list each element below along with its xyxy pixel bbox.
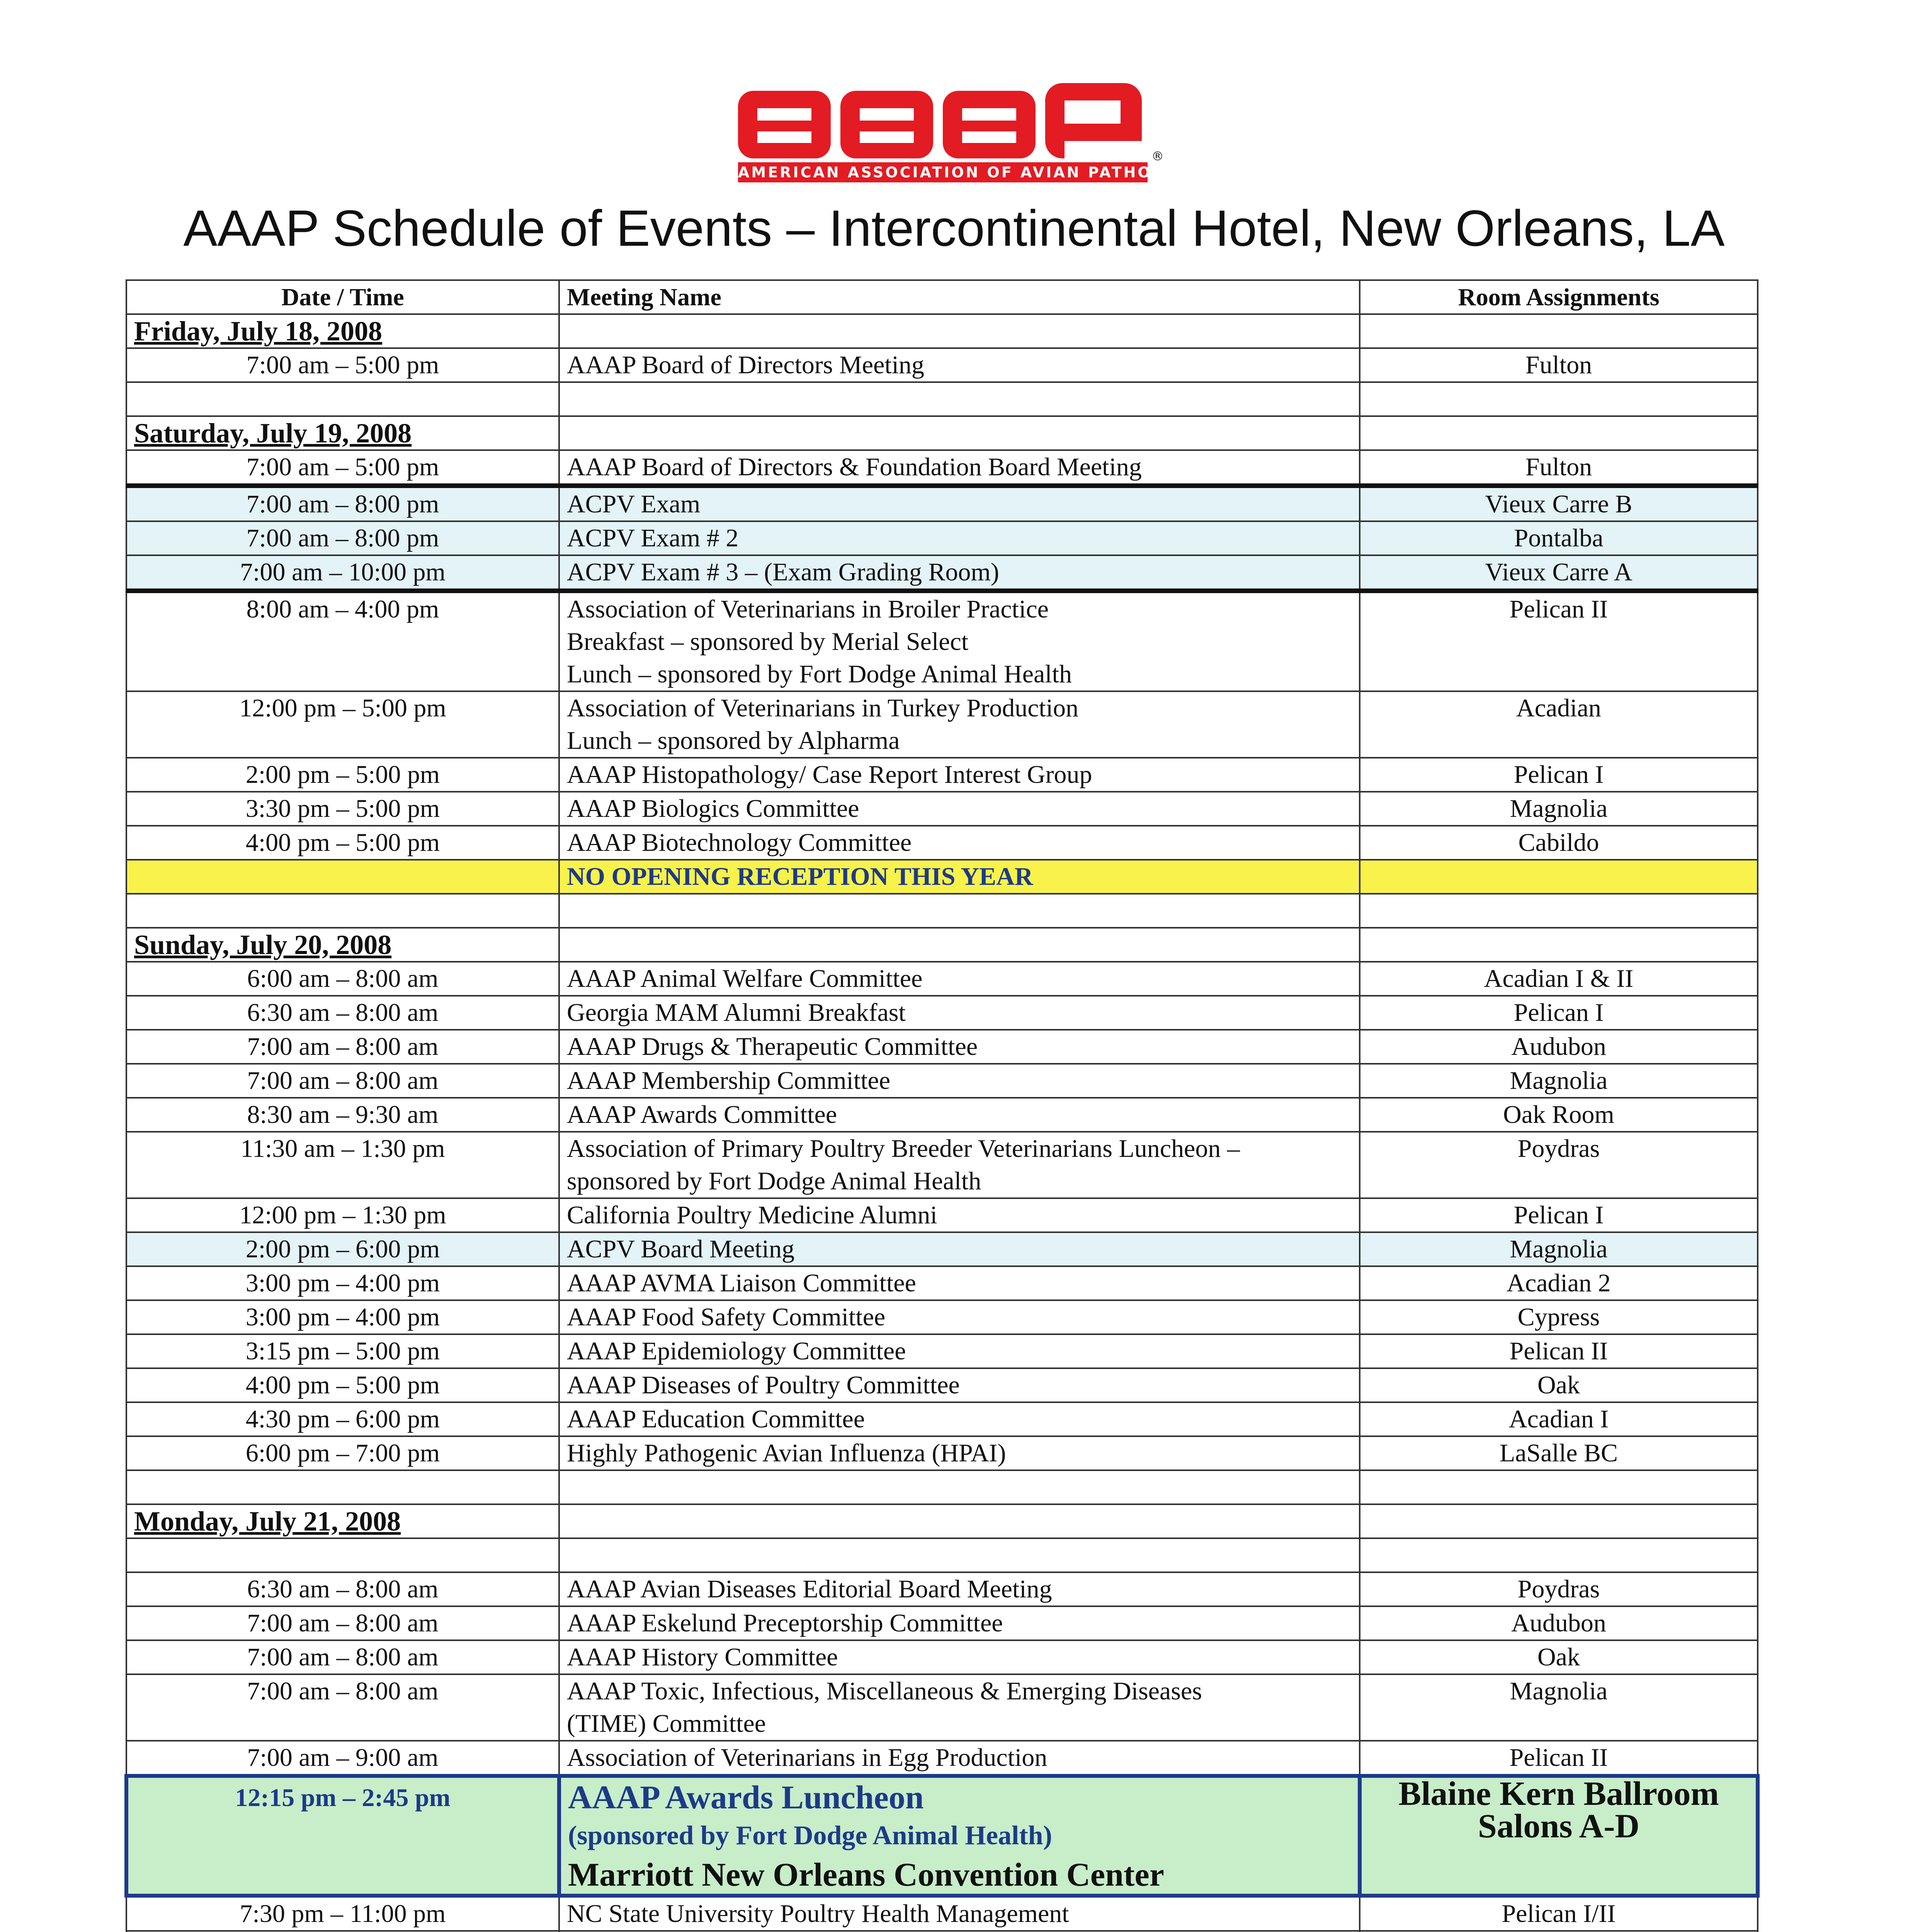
time-cell: 2:00 pm – 6:00 pm bbox=[126, 1232, 559, 1266]
meeting-cell: AAAP Eskelund Preceptorship Committee bbox=[559, 1606, 1360, 1640]
time-cell: 3:30 pm – 5:00 pm bbox=[126, 792, 559, 826]
room-cell: Poydras bbox=[1360, 1572, 1758, 1606]
meeting-line: Breakfast – sponsored by Merial Select bbox=[567, 628, 969, 656]
meeting-cell bbox=[559, 1132, 1360, 1198]
meeting-line: sponsored by Fort Dodge Animal Health bbox=[567, 1167, 981, 1195]
day-row-sunday bbox=[126, 928, 1758, 962]
table-row bbox=[126, 1064, 1758, 1098]
luncheon-venue: Marriott New Orleans Convention Center bbox=[568, 1856, 1164, 1893]
table-row bbox=[126, 1741, 1758, 1776]
room-cell: Poydras bbox=[1360, 1132, 1758, 1198]
time-cell: 12:00 pm – 1:30 pm bbox=[126, 1198, 559, 1232]
day-heading: Sunday, July 20, 2008 bbox=[126, 928, 559, 962]
time-cell: 6:00 pm – 7:00 pm bbox=[126, 1436, 559, 1470]
meeting-cell: AAAP Diseases of Poultry Committee bbox=[559, 1368, 1360, 1402]
room-cell: Pelican I bbox=[1360, 1198, 1758, 1232]
table-row bbox=[126, 1232, 1758, 1266]
page-title: AAAP Schedule of Events – Intercontinental Hotel, New Orleans, LA bbox=[183, 200, 1725, 257]
time-cell: 4:00 pm – 5:00 pm bbox=[126, 826, 559, 860]
table-row bbox=[126, 1198, 1758, 1232]
meeting-cell: AAAP Education Committee bbox=[559, 1402, 1360, 1436]
meeting-cell: AAAP Board of Directors & Foundation Board Meeting bbox=[559, 450, 1360, 486]
room-cell: Acadian I bbox=[1360, 1402, 1758, 1436]
room-cell: Cypress bbox=[1360, 1300, 1758, 1334]
table-row bbox=[126, 1896, 1758, 1931]
meeting-line: Association of Veterinarians in Broiler Practice bbox=[567, 595, 1049, 623]
meeting-cell: ACPV Exam bbox=[559, 486, 1360, 521]
room-cell: Pelican I bbox=[1360, 996, 1758, 1030]
awards-luncheon-row bbox=[126, 1776, 1758, 1896]
table-row bbox=[126, 1572, 1758, 1606]
schedule-table bbox=[124, 279, 1760, 1932]
room-cell: Cabildo bbox=[1360, 826, 1758, 860]
meeting-cell: AAAP Epidemiology Committee bbox=[559, 1334, 1360, 1368]
time-cell: 4:30 pm – 6:00 pm bbox=[126, 1402, 559, 1436]
time-cell: 7:00 am – 8:00 am bbox=[126, 1064, 559, 1098]
header-room-assignments: Room Assignments bbox=[1360, 280, 1758, 314]
table-row bbox=[126, 962, 1758, 996]
day-row-monday bbox=[126, 1504, 1758, 1538]
day-row-saturday bbox=[126, 416, 1758, 450]
table-row bbox=[126, 691, 1758, 758]
meeting-cell: Georgia MAM Alumni Breakfast bbox=[559, 996, 1360, 1030]
table-row bbox=[126, 1640, 1758, 1674]
time-cell: 7:00 am – 8:00 am bbox=[126, 1606, 559, 1640]
meeting-cell: AAAP Avian Diseases Editorial Board Meeting bbox=[559, 1572, 1360, 1606]
header-date-time: Date / Time bbox=[126, 280, 559, 314]
meeting-cell: AAAP Food Safety Committee bbox=[559, 1300, 1360, 1334]
aaap-logo bbox=[734, 79, 1236, 195]
table-row bbox=[126, 555, 1758, 591]
time-cell: 3:00 pm – 4:00 pm bbox=[126, 1266, 559, 1300]
table-row bbox=[126, 996, 1758, 1030]
room-cell: Pelican I bbox=[1360, 758, 1758, 792]
day-heading: Monday, July 21, 2008 bbox=[126, 1504, 559, 1538]
table-row bbox=[126, 1402, 1758, 1436]
table-row bbox=[126, 521, 1758, 555]
table-row bbox=[126, 1266, 1758, 1300]
table-row bbox=[126, 591, 1758, 691]
logo-tagline: AMERICAN ASSOCIATION OF AVIAN PATHOLOGISTS bbox=[738, 162, 1148, 182]
luncheon-room bbox=[1360, 1776, 1758, 1896]
luncheon-details bbox=[559, 1776, 1360, 1896]
room-cell: Magnolia bbox=[1360, 1064, 1758, 1098]
meeting-cell: AAAP Board of Directors Meeting bbox=[559, 348, 1360, 382]
meeting-line: (TIME) Committee bbox=[567, 1709, 766, 1738]
time-cell: 7:30 pm – 11:00 pm bbox=[126, 1896, 559, 1931]
spacer-row bbox=[126, 1538, 1758, 1572]
room-cell: Fulton bbox=[1360, 348, 1758, 382]
room-cell: Magnolia bbox=[1360, 1232, 1758, 1266]
meeting-cell: AAAP Biotechnology Committee bbox=[559, 826, 1360, 860]
room-cell: Magnolia bbox=[1360, 1674, 1758, 1741]
spacer-row bbox=[126, 1470, 1758, 1504]
time-cell: 7:00 am – 8:00 am bbox=[126, 1640, 559, 1674]
time-cell: 7:00 am – 10:00 pm bbox=[126, 555, 559, 591]
table-row bbox=[126, 450, 1758, 486]
table-row bbox=[126, 1030, 1758, 1064]
luncheon-room-line: Salons A-D bbox=[1478, 1808, 1640, 1845]
room-cell: Magnolia bbox=[1360, 792, 1758, 826]
table-row bbox=[126, 1436, 1758, 1470]
table-row bbox=[126, 1368, 1758, 1402]
room-cell: Vieux Carre A bbox=[1360, 555, 1758, 591]
meeting-cell: AAAP History Committee bbox=[559, 1640, 1360, 1674]
time-cell: 4:00 pm – 5:00 pm bbox=[126, 1368, 559, 1402]
room-cell: Vieux Carre B bbox=[1360, 486, 1758, 521]
time-cell: 3:00 pm – 4:00 pm bbox=[126, 1300, 559, 1334]
spacer-row bbox=[126, 382, 1758, 416]
time-cell: 7:00 am – 8:00 pm bbox=[126, 486, 559, 521]
room-cell: Audubon bbox=[1360, 1606, 1758, 1640]
time-cell: 6:30 am – 8:00 am bbox=[126, 1572, 559, 1606]
table-row bbox=[126, 1132, 1758, 1198]
aaap-wordmark-logo bbox=[734, 79, 1182, 160]
table-row bbox=[126, 1606, 1758, 1640]
table-row bbox=[126, 486, 1758, 521]
meeting-cell bbox=[559, 1674, 1360, 1741]
time-cell: 12:00 pm – 5:00 pm bbox=[126, 691, 559, 758]
room-cell: LaSalle BC bbox=[1360, 1436, 1758, 1470]
luncheon-room-line: Blaine Kern Ballroom bbox=[1398, 1775, 1719, 1813]
room-cell: Fulton bbox=[1360, 450, 1758, 486]
table-header-row bbox=[126, 280, 1758, 314]
spacer-row bbox=[126, 894, 1758, 928]
day-row-friday bbox=[126, 314, 1758, 348]
meeting-cell: AAAP Drugs & Therapeutic Committee bbox=[559, 1030, 1360, 1064]
time-cell: 8:00 am – 4:00 pm bbox=[126, 591, 559, 691]
time-cell: 7:00 am – 5:00 pm bbox=[126, 348, 559, 382]
time-cell: 7:00 am – 5:00 pm bbox=[126, 450, 559, 486]
room-cell: Pontalba bbox=[1360, 521, 1758, 555]
time-cell: 2:00 pm – 5:00 pm bbox=[126, 758, 559, 792]
table-row bbox=[126, 348, 1758, 382]
room-cell: Pelican II bbox=[1360, 1334, 1758, 1368]
luncheon-sponsor: (sponsored by Fort Dodge Animal Health) bbox=[568, 1821, 1052, 1850]
room-cell: Pelican II bbox=[1360, 591, 1758, 691]
notice-row bbox=[126, 860, 1758, 894]
registered-mark: ® bbox=[1151, 149, 1164, 163]
room-cell: Oak bbox=[1360, 1368, 1758, 1402]
time-cell: 3:15 pm – 5:00 pm bbox=[126, 1334, 559, 1368]
day-heading: Saturday, July 19, 2008 bbox=[126, 416, 559, 450]
meeting-line: Association of Veterinarians in Turkey Production bbox=[567, 694, 1079, 722]
meeting-cell: Highly Pathogenic Avian Influenza (HPAI) bbox=[559, 1436, 1360, 1470]
time-cell: 6:00 am – 8:00 am bbox=[126, 962, 559, 996]
room-cell: Oak Room bbox=[1360, 1098, 1758, 1132]
meeting-cell: California Poultry Medicine Alumni bbox=[559, 1198, 1360, 1232]
meeting-line: AAAP Toxic, Infectious, Miscellaneous & Emerging Diseases bbox=[567, 1677, 1202, 1705]
time-cell: 7:00 am – 8:00 am bbox=[126, 1674, 559, 1741]
room-cell: Audubon bbox=[1360, 1030, 1758, 1064]
meeting-cell: ACPV Exam # 3 – (Exam Grading Room) bbox=[559, 555, 1360, 591]
meeting-cell: NC State University Poultry Health Management bbox=[559, 1896, 1360, 1931]
time-cell: 8:30 am – 9:30 am bbox=[126, 1098, 559, 1132]
meeting-cell: AAAP Animal Welfare Committee bbox=[559, 962, 1360, 996]
room-cell: Acadian 2 bbox=[1360, 1266, 1758, 1300]
table-row bbox=[126, 758, 1758, 792]
meeting-cell: ACPV Board Meeting bbox=[559, 1232, 1360, 1266]
meeting-cell: AAAP Membership Committee bbox=[559, 1064, 1360, 1098]
meeting-cell: ACPV Exam # 2 bbox=[559, 521, 1360, 555]
time-cell: 7:00 am – 8:00 am bbox=[126, 1030, 559, 1064]
table-row bbox=[126, 1334, 1758, 1368]
room-cell: Acadian I & II bbox=[1360, 962, 1758, 996]
table-row bbox=[126, 826, 1758, 860]
luncheon-title: AAAP Awards Luncheon bbox=[568, 1779, 924, 1816]
time-cell: 7:00 am – 8:00 pm bbox=[126, 521, 559, 555]
meeting-line: Association of Primary Poultry Breeder Veterinarians Luncheon – bbox=[567, 1134, 1240, 1163]
meeting-cell bbox=[559, 691, 1360, 758]
time-cell: 6:30 am – 8:00 am bbox=[126, 996, 559, 1030]
meeting-cell: AAAP Histopathology/ Case Report Interest Group bbox=[559, 758, 1360, 792]
table-row bbox=[126, 1674, 1758, 1741]
table-row bbox=[126, 792, 1758, 826]
room-cell: Pelican II bbox=[1360, 1741, 1758, 1776]
meeting-line: Lunch – sponsored by Alpharma bbox=[567, 726, 900, 755]
day-heading: Friday, July 18, 2008 bbox=[126, 314, 559, 348]
meeting-line: Lunch – sponsored by Fort Dodge Animal Health bbox=[567, 660, 1072, 688]
room-cell: Oak bbox=[1360, 1640, 1758, 1674]
meeting-cell: AAAP AVMA Liaison Committee bbox=[559, 1266, 1360, 1300]
luncheon-time: 12:15 pm – 2:45 pm bbox=[126, 1776, 559, 1896]
room-cell: Acadian bbox=[1360, 691, 1758, 758]
meeting-cell bbox=[559, 591, 1360, 691]
no-reception-notice: NO OPENING RECEPTION THIS YEAR bbox=[559, 860, 1360, 894]
time-cell: 11:30 am – 1:30 pm bbox=[126, 1132, 559, 1198]
meeting-cell: AAAP Biologics Committee bbox=[559, 792, 1360, 826]
meeting-cell: Association of Veterinarians in Egg Production bbox=[559, 1741, 1360, 1776]
table-row bbox=[126, 1300, 1758, 1334]
time-cell: 7:00 am – 9:00 am bbox=[126, 1741, 559, 1776]
table-row bbox=[126, 1098, 1758, 1132]
room-cell: Pelican I/II bbox=[1360, 1896, 1758, 1931]
header-meeting-name: Meeting Name bbox=[559, 280, 1360, 314]
meeting-cell: AAAP Awards Committee bbox=[559, 1098, 1360, 1132]
